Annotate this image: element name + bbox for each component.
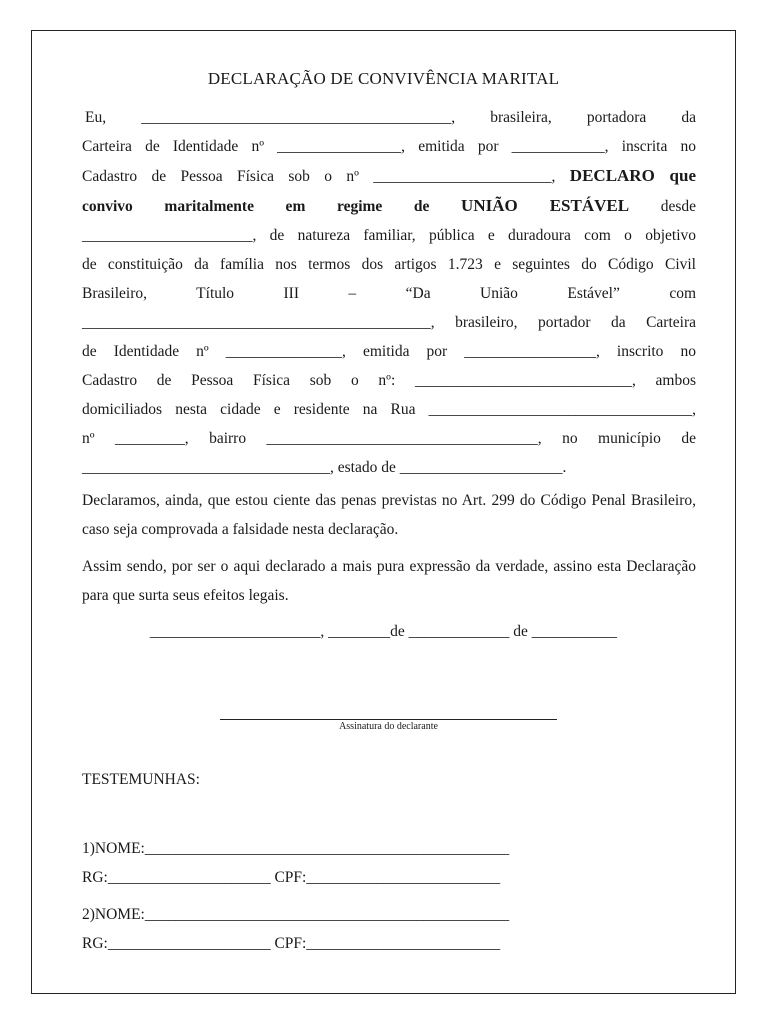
body-line-5: ______________________, de natureza familiar, pública e duradoura com o objetivo — [82, 227, 696, 244]
witness-1-name: 1)NOME:_______________________________________________ — [82, 840, 510, 857]
body-line-6: de constituição da família nos termos dos artigos 1.723 e seguintes do Código Civil — [82, 256, 696, 273]
body-line-7: Brasileiro, Título III – “Da União Estável” com — [82, 285, 696, 302]
body-line-12: nº _________, bairro ___________________________________, no município de — [82, 430, 696, 447]
body-line-8: _____________________________________________, brasileiro, portador da Carteira — [82, 314, 696, 331]
body-line-1: Eu, ________________________________________, brasileira, portadora da — [85, 109, 696, 126]
declaration-body — [82, 103, 696, 482]
uniao-estavel-text: UNIÃO ESTÁVEL — [461, 196, 630, 215]
body-line-9: de Identidade nº _______________, emitida por _________________, inscrito no — [82, 343, 696, 360]
document-page — [31, 30, 736, 994]
witnesses-heading: TESTEMUNHAS: — [82, 771, 200, 788]
body-line-11: domiciliados nesta cidade e residente na Rua __________________________________, — [82, 401, 696, 418]
closing-paragraph: Assim sendo, por ser o aqui declarado a mais pura expressão da verdade, assino esta Declaração para que surta seus efeitos legais. — [82, 558, 696, 604]
signature-line — [220, 719, 557, 720]
desde-text: desde — [660, 198, 696, 215]
witness-1-ids: RG:_____________________ CPF:_________________________ — [82, 869, 501, 886]
witness-2-name: 2)NOME:_______________________________________________ — [82, 906, 510, 923]
body-line-4 — [82, 191, 696, 221]
witness-2-ids: RG:_____________________ CPF:_________________________ — [82, 935, 501, 952]
body-line-3-text: Cadastro de Pessoa Física sob o nº _______________________, — [82, 168, 556, 185]
body-line-3 — [82, 161, 696, 191]
body-line-13: ________________________________, estado de _____________________. — [82, 459, 567, 476]
penalty-paragraph: Declaramos, ainda, que estou ciente das penas previstas no Art. 299 do Código Penal Brasileiro, caso seja comprovada a falsidade nesta declaração. — [82, 492, 696, 538]
convivo-text: convivo maritalmente em regime de — [82, 198, 430, 215]
declaro-text: DECLARO que — [569, 166, 696, 185]
signature-caption: Assinatura do declarante — [339, 721, 438, 732]
body-line-10: Cadastro de Pessoa Física sob o nº: ____________________________, ambos — [82, 372, 696, 389]
date-line: ______________________, ________de _____________ de ___________ — [149, 623, 618, 640]
document-title: DECLARAÇÃO DE CONVIVÊNCIA MARITAL — [207, 69, 560, 88]
body-line-2: Carteira de Identidade nº ________________, emitida por ____________, inscrita no — [82, 138, 696, 155]
